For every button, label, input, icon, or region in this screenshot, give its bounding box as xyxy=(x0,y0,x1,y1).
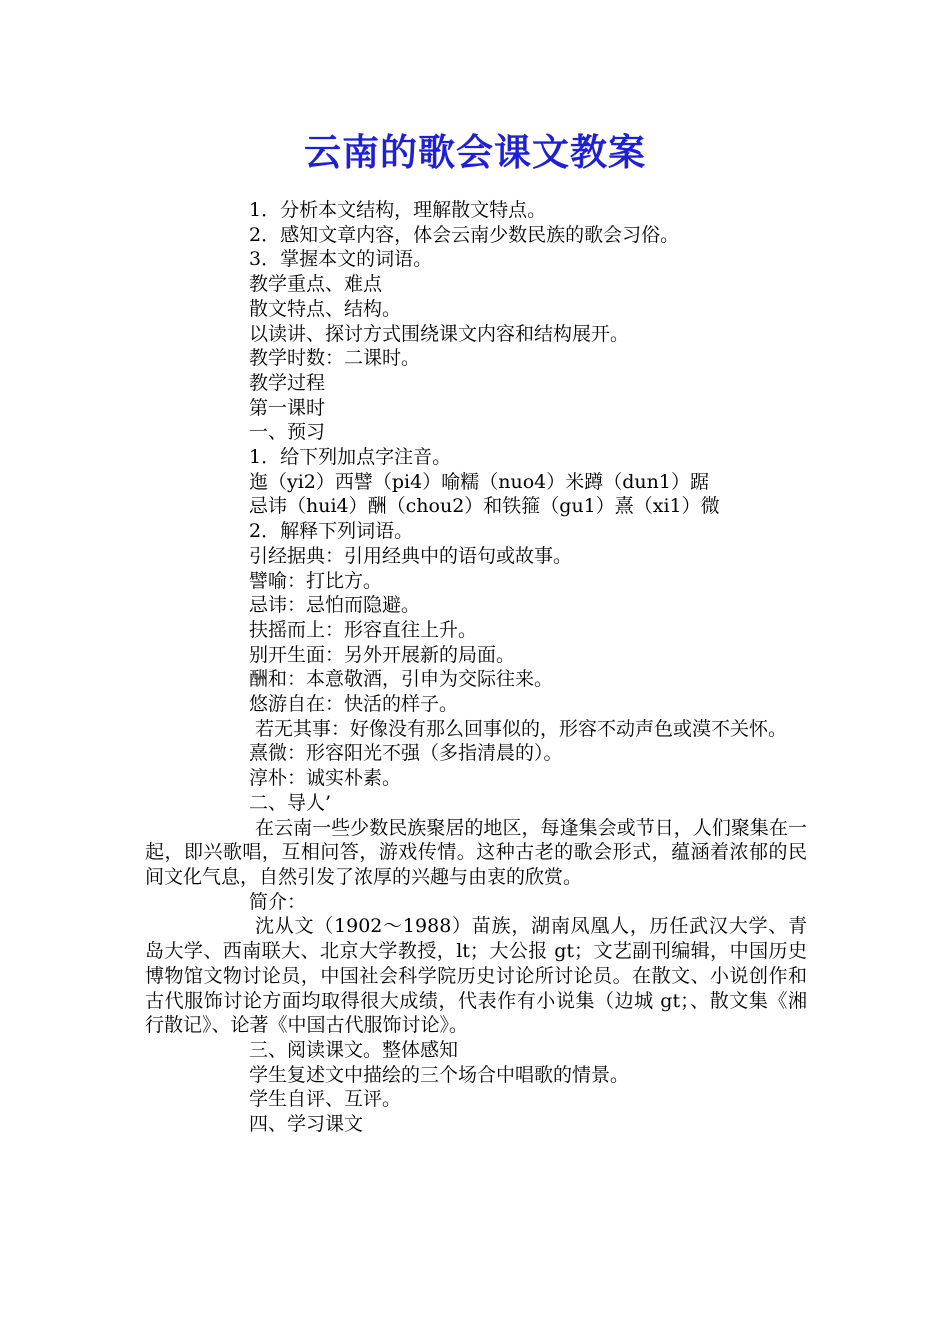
vocab-item-paragraph: 若无其事：好像没有那么回事似的，形容不动声色或漠不关怀。 xyxy=(255,717,788,740)
section-study-heading: 四、学习课文 xyxy=(249,1113,364,1136)
section-preview-heading: 一、预习 xyxy=(249,421,326,444)
section-intro-heading: 二、导人’ xyxy=(249,791,332,814)
vocab-item: 譬喻：打比方。 xyxy=(249,569,383,592)
first-lesson-heading: 第一课时 xyxy=(249,396,326,419)
vocab-item: 忌讳：忌怕而隐避。 xyxy=(249,594,421,617)
reading-task: 学生复述文中描绘的三个场合中唱歌的情景。 xyxy=(249,1063,630,1086)
pinyin-line-1: 迤（yi2）西譬（pi4）喻糯（nuo4）米蹲（dun1）踞 xyxy=(249,470,709,493)
key-points-text: 散文特点、结构。 xyxy=(249,297,402,320)
key-points-heading: 教学重点、难点 xyxy=(249,273,383,296)
vocab-item: 扶摇而上：形容直往上升。 xyxy=(249,618,478,641)
intro-paragraph: 在云南一些少数民族聚居的地区，每逢集会或节日，人们聚集在一起，即兴歌唱，互相问答，游戏传情。这种古老的歌会形式，蕴涵着浓郁的民间文化气息，自然引发了浓厚的兴趣与由衷的欣赏。 xyxy=(145,816,807,888)
vocab-task: 2．解释下列词语。 xyxy=(249,520,414,543)
document-body xyxy=(145,198,807,1137)
author-paragraph: 沈从文（1902～1988）苗族，湖南凤凰人，历任武汉大学、青岛大学、西南联大、北京大学教授，lt；大公报 gt；文艺副刊编辑，中国历史博物馆文物讨论员，中国社会科学院历史讨论所讨论员。在散文、小说创作和古代服饰讨论方面均取得很大成绩，代表作有小说集（边城 gt；、散文集《湘行散记》、论著《中国古代服饰讨论》。 xyxy=(145,915,807,1037)
reading-evaluation: 学生自评、互评。 xyxy=(249,1088,402,1111)
objective-2: 2．感知文章内容，体会云南少数民族的歌会习俗。 xyxy=(249,223,680,246)
objective-3: 3．掌握本文的词语。 xyxy=(249,248,433,271)
document-title: 云南的歌会课文教案 xyxy=(304,130,646,174)
class-hours: 教学时数：二课时。 xyxy=(249,347,421,370)
vocab-item: 悠游自在：快活的样子。 xyxy=(249,693,459,716)
objective-1: 1．分析本文结构，理解散文特点。 xyxy=(249,199,547,221)
pinyin-task: 1．给下列加点字注音。 xyxy=(249,446,452,469)
section-reading-heading: 三、阅读课文。整体感知 xyxy=(249,1038,459,1061)
method-text: 以读讲、探讨方式围绕课文内容和结构展开。 xyxy=(249,322,630,345)
vocab-item: 酬和：本意敬酒，引申为交际往来。 xyxy=(249,668,554,691)
author-heading: 简介： xyxy=(249,890,307,913)
process-heading: 教学过程 xyxy=(249,371,326,394)
vocab-item: 熹微：形容阳光不强（多指清晨的）。 xyxy=(249,742,563,765)
vocab-item: 别开生面：另外开展新的局面。 xyxy=(249,643,516,666)
vocab-item: 引经据典：引用经典中的语句或故事。 xyxy=(249,544,573,567)
vocab-item: 淳朴：诚实朴素。 xyxy=(249,767,402,790)
pinyin-line-2: 忌讳（hui4）酬（chou2）和铁箍（gu1）熹（xi1）微 xyxy=(249,495,720,518)
